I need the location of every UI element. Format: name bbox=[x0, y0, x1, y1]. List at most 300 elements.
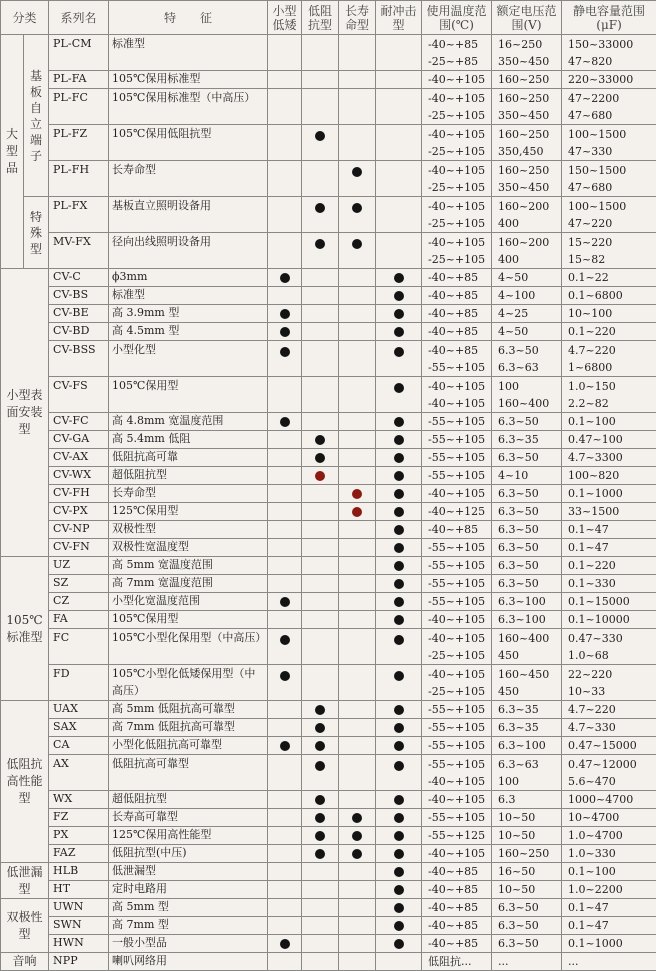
mark-small-low bbox=[268, 233, 302, 269]
volt-value: 6.3~50 bbox=[498, 575, 559, 592]
mark-small-low bbox=[268, 737, 302, 755]
feature-text: 低泄漏型 bbox=[109, 863, 268, 881]
mark-surge bbox=[376, 899, 422, 917]
header-surge: 耐冲击型 bbox=[376, 1, 422, 35]
volt-cell bbox=[492, 467, 562, 485]
mark-surge bbox=[376, 269, 422, 287]
feature-text: 低阻抗高可靠 bbox=[109, 449, 268, 467]
filled-dot-icon bbox=[394, 921, 404, 931]
volt-value: 350,450 bbox=[498, 143, 559, 160]
temp-cell bbox=[422, 557, 492, 575]
mark-low-impedance bbox=[302, 593, 339, 611]
cap-value: 100~820 bbox=[568, 467, 654, 484]
mark-low-impedance bbox=[302, 305, 339, 323]
mark-low-impedance bbox=[302, 449, 339, 467]
temp-cell bbox=[422, 935, 492, 953]
table-row bbox=[1, 935, 656, 953]
temp-cell bbox=[422, 593, 492, 611]
mark-small-low bbox=[268, 413, 302, 431]
volt-cell bbox=[492, 503, 562, 521]
temp-cell bbox=[422, 665, 492, 701]
mark-low-impedance bbox=[302, 503, 339, 521]
mark-small-low bbox=[268, 809, 302, 827]
mark-surge bbox=[376, 863, 422, 881]
mark-long-life bbox=[339, 377, 376, 413]
mark-long-life bbox=[339, 827, 376, 845]
mark-low-impedance bbox=[302, 233, 339, 269]
volt-cell bbox=[492, 269, 562, 287]
mark-surge bbox=[376, 809, 422, 827]
cap-cell bbox=[562, 449, 656, 467]
temp-value: -55~+105 bbox=[428, 467, 489, 484]
series-name: CV-BD bbox=[49, 323, 109, 341]
volt-value: 6.3~100 bbox=[498, 593, 559, 610]
temp-cell bbox=[422, 125, 492, 161]
header-low-impedance: 低阻抗型 bbox=[302, 1, 339, 35]
mark-surge bbox=[376, 701, 422, 719]
temp-value: -55~+105 bbox=[428, 539, 489, 556]
series-name: PL-FC bbox=[49, 89, 109, 125]
volt-value: 6.3~35 bbox=[498, 431, 559, 448]
filled-dot-icon bbox=[352, 831, 362, 841]
mark-small-low bbox=[268, 845, 302, 863]
volt-value: 160~400 bbox=[498, 395, 559, 412]
mark-low-impedance bbox=[302, 665, 339, 701]
subcategory-large_sub_basic: 基板自立端子 bbox=[24, 35, 49, 197]
filled-dot-icon bbox=[352, 507, 362, 517]
filled-dot-icon bbox=[315, 131, 325, 141]
temp-value: -40~+85 bbox=[428, 521, 489, 538]
filled-dot-icon bbox=[315, 453, 325, 463]
filled-dot-icon bbox=[394, 383, 404, 393]
cap-cell bbox=[562, 467, 656, 485]
series-name: CV-FS bbox=[49, 377, 109, 413]
feature-text: 105℃保用型 bbox=[109, 377, 268, 413]
volt-cell bbox=[492, 323, 562, 341]
volt-cell bbox=[492, 341, 562, 377]
mark-long-life bbox=[339, 935, 376, 953]
volt-cell bbox=[492, 737, 562, 755]
cap-cell bbox=[562, 233, 656, 269]
filled-dot-icon bbox=[394, 543, 404, 553]
mark-surge bbox=[376, 719, 422, 737]
feature-text: 高 5.4mm 低阻 bbox=[109, 431, 268, 449]
cap-cell bbox=[562, 665, 656, 701]
temp-cell bbox=[422, 755, 492, 791]
mark-long-life bbox=[339, 863, 376, 881]
mark-small-low bbox=[268, 35, 302, 71]
mark-long-life bbox=[339, 485, 376, 503]
cap-cell bbox=[562, 287, 656, 305]
cap-value: 0.1~220 bbox=[568, 323, 654, 340]
mark-small-low bbox=[268, 467, 302, 485]
mark-low-impedance bbox=[302, 485, 339, 503]
temp-cell bbox=[422, 845, 492, 863]
mark-surge bbox=[376, 71, 422, 89]
cap-cell bbox=[562, 863, 656, 881]
temp-cell bbox=[422, 611, 492, 629]
volt-value: 350~450 bbox=[498, 179, 559, 196]
mark-surge bbox=[376, 35, 422, 71]
temp-cell bbox=[422, 917, 492, 935]
temp-cell bbox=[422, 953, 492, 971]
temp-value: -40~+105 bbox=[428, 126, 489, 143]
volt-cell bbox=[492, 611, 562, 629]
cap-value: 2.2~82 bbox=[568, 395, 654, 412]
filled-dot-icon bbox=[394, 417, 404, 427]
volt-value: 4~25 bbox=[498, 305, 559, 322]
volt-value: 6.3~50 bbox=[498, 413, 559, 430]
mark-small-low bbox=[268, 71, 302, 89]
cap-value: 22~220 bbox=[568, 666, 654, 683]
mark-long-life bbox=[339, 89, 376, 125]
mark-small-low bbox=[268, 305, 302, 323]
mark-surge bbox=[376, 503, 422, 521]
volt-cell bbox=[492, 827, 562, 845]
cap-value: 0.1~100 bbox=[568, 413, 654, 430]
header-feature: 特 征 bbox=[109, 1, 268, 35]
filled-dot-icon bbox=[394, 615, 404, 625]
mark-long-life bbox=[339, 341, 376, 377]
table-row bbox=[1, 827, 656, 845]
table-row bbox=[1, 521, 656, 539]
mark-small-low bbox=[268, 953, 302, 971]
mark-long-life bbox=[339, 233, 376, 269]
temp-value: -40~+85 bbox=[428, 917, 489, 934]
table-row bbox=[1, 755, 656, 791]
cap-value: 0.1~47 bbox=[568, 539, 654, 556]
mark-low-impedance bbox=[302, 899, 339, 917]
mark-long-life bbox=[339, 791, 376, 809]
temp-value: -40~+105 bbox=[428, 630, 489, 647]
series-name: PX bbox=[49, 827, 109, 845]
temp-value: -40~+85 bbox=[428, 36, 489, 53]
feature-text: 低阻抗型(中压) bbox=[109, 845, 268, 863]
feature-text: 双极性宽温度型 bbox=[109, 539, 268, 557]
series-name: NPP bbox=[49, 953, 109, 971]
series-name: FD bbox=[49, 665, 109, 701]
volt-value: 6.3~50 bbox=[498, 503, 559, 520]
temp-value: -40~+85 bbox=[428, 323, 489, 340]
temp-value: -55~+105 bbox=[428, 701, 489, 718]
temp-cell bbox=[422, 197, 492, 233]
table-row bbox=[1, 881, 656, 899]
cap-value: 150~1500 bbox=[568, 162, 654, 179]
mark-low-impedance bbox=[302, 521, 339, 539]
mark-long-life bbox=[339, 917, 376, 935]
series-name: WX bbox=[49, 791, 109, 809]
cap-value: 0.47~12000 bbox=[568, 756, 654, 773]
series-name: PL-FA bbox=[49, 71, 109, 89]
series-name: FZ bbox=[49, 809, 109, 827]
filled-dot-icon bbox=[394, 347, 404, 357]
mark-long-life bbox=[339, 521, 376, 539]
temp-cell bbox=[422, 791, 492, 809]
feature-text: 105℃小型化保用型（中高压） bbox=[109, 629, 268, 665]
cap-value: 47~220 bbox=[568, 215, 654, 232]
category-large: 大型品 bbox=[1, 35, 24, 269]
cap-cell bbox=[562, 125, 656, 161]
series-name: CV-AX bbox=[49, 449, 109, 467]
temp-value: -40~+125 bbox=[428, 503, 489, 520]
filled-dot-icon bbox=[394, 489, 404, 499]
filled-dot-icon bbox=[315, 203, 325, 213]
filled-dot-icon bbox=[280, 939, 290, 949]
filled-dot-icon bbox=[394, 849, 404, 859]
series-name: CV-WX bbox=[49, 467, 109, 485]
table-row bbox=[1, 305, 656, 323]
mark-low-impedance bbox=[302, 881, 339, 899]
series-name: HT bbox=[49, 881, 109, 899]
filled-dot-icon bbox=[315, 741, 325, 751]
mark-long-life bbox=[339, 899, 376, 917]
volt-cell bbox=[492, 71, 562, 89]
table-row bbox=[1, 539, 656, 557]
volt-value: 400 bbox=[498, 251, 559, 268]
mark-long-life bbox=[339, 269, 376, 287]
category-bipolar: 双极性型 bbox=[1, 899, 49, 953]
table-row bbox=[1, 161, 656, 197]
cap-cell bbox=[562, 809, 656, 827]
feature-text: 105℃保用标准型 bbox=[109, 71, 268, 89]
mark-small-low bbox=[268, 899, 302, 917]
temp-value: -40~+85 bbox=[428, 863, 489, 880]
mark-small-low bbox=[268, 485, 302, 503]
mark-small-low bbox=[268, 197, 302, 233]
mark-surge bbox=[376, 737, 422, 755]
feature-text: 双极性型 bbox=[109, 521, 268, 539]
volt-value: 6.3~50 bbox=[498, 539, 559, 556]
temp-value: -55~+125 bbox=[428, 827, 489, 844]
temp-value: -55~+105 bbox=[428, 593, 489, 610]
cap-value: 10~4700 bbox=[568, 809, 654, 826]
mark-low-impedance bbox=[302, 719, 339, 737]
mark-low-impedance bbox=[302, 125, 339, 161]
volt-cell bbox=[492, 377, 562, 413]
series-name: FA bbox=[49, 611, 109, 629]
mark-long-life bbox=[339, 467, 376, 485]
cap-value: 47~680 bbox=[568, 107, 654, 124]
mark-low-impedance bbox=[302, 197, 339, 233]
filled-dot-icon bbox=[352, 813, 362, 823]
temp-cell bbox=[422, 737, 492, 755]
cap-cell bbox=[562, 701, 656, 719]
volt-value: 160~250 bbox=[498, 845, 559, 862]
volt-cell bbox=[492, 161, 562, 197]
filled-dot-icon bbox=[394, 507, 404, 517]
temp-cell bbox=[422, 485, 492, 503]
series-name: HLB bbox=[49, 863, 109, 881]
temp-cell bbox=[422, 575, 492, 593]
cap-cell bbox=[562, 377, 656, 413]
mark-long-life bbox=[339, 413, 376, 431]
mark-small-low bbox=[268, 557, 302, 575]
category-std105: 105℃标准型 bbox=[1, 557, 49, 701]
category-lowimp: 低阻抗高性能型 bbox=[1, 701, 49, 863]
table-row bbox=[1, 575, 656, 593]
mark-surge bbox=[376, 89, 422, 125]
table-row bbox=[1, 125, 656, 161]
filled-dot-icon bbox=[394, 525, 404, 535]
category-audio: 音响 bbox=[1, 953, 49, 971]
feature-text: 超低阻抗型 bbox=[109, 791, 268, 809]
temp-value: -55~+105 bbox=[428, 431, 489, 448]
cap-value: 0.47~330 bbox=[568, 630, 654, 647]
volt-value: 6.3~50 bbox=[498, 342, 559, 359]
filled-dot-icon bbox=[315, 723, 325, 733]
feature-text: 高 3.9mm 型 bbox=[109, 305, 268, 323]
filled-dot-icon bbox=[394, 291, 404, 301]
volt-value: 4~10 bbox=[498, 467, 559, 484]
volt-cell bbox=[492, 125, 562, 161]
temp-cell bbox=[422, 233, 492, 269]
filled-dot-icon bbox=[315, 705, 325, 715]
mark-low-impedance bbox=[302, 467, 339, 485]
volt-value: 6.3~50 bbox=[498, 557, 559, 574]
filled-dot-icon bbox=[394, 309, 404, 319]
temp-cell bbox=[422, 89, 492, 125]
feature-text: 一般小型品 bbox=[109, 935, 268, 953]
mark-small-low bbox=[268, 917, 302, 935]
cap-cell bbox=[562, 791, 656, 809]
feature-text: 基板直立照明设备用 bbox=[109, 197, 268, 233]
cap-value: 0.1~100 bbox=[568, 863, 654, 880]
mark-surge bbox=[376, 629, 422, 665]
mark-long-life bbox=[339, 35, 376, 71]
feature-text: 125℃保用高性能型 bbox=[109, 827, 268, 845]
series-name: CV-NP bbox=[49, 521, 109, 539]
temp-cell bbox=[422, 629, 492, 665]
cap-cell bbox=[562, 539, 656, 557]
temp-cell bbox=[422, 899, 492, 917]
mark-low-impedance bbox=[302, 629, 339, 665]
mark-small-low bbox=[268, 161, 302, 197]
mark-small-low bbox=[268, 881, 302, 899]
filled-dot-icon bbox=[280, 327, 290, 337]
mark-long-life bbox=[339, 755, 376, 791]
feature-text: 高 5mm 低阻抗高可靠型 bbox=[109, 701, 268, 719]
series-name: CA bbox=[49, 737, 109, 755]
temp-cell bbox=[422, 863, 492, 881]
mark-surge bbox=[376, 521, 422, 539]
filled-dot-icon bbox=[394, 635, 404, 645]
volt-value: 4~100 bbox=[498, 287, 559, 304]
temp-cell bbox=[422, 503, 492, 521]
feature-text: 定时电路用 bbox=[109, 881, 268, 899]
feature-text: 高 5mm 型 bbox=[109, 899, 268, 917]
feature-text: 小型化宽温度范围 bbox=[109, 593, 268, 611]
filled-dot-icon bbox=[352, 489, 362, 499]
mark-low-impedance bbox=[302, 827, 339, 845]
volt-value: 4~50 bbox=[498, 323, 559, 340]
filled-dot-icon bbox=[394, 273, 404, 283]
temp-cell bbox=[422, 701, 492, 719]
mark-surge bbox=[376, 197, 422, 233]
volt-cell bbox=[492, 755, 562, 791]
temp-value: -25~+105 bbox=[428, 251, 489, 268]
filled-dot-icon bbox=[352, 203, 362, 213]
cap-value: 100~1500 bbox=[568, 198, 654, 215]
temp-cell bbox=[422, 341, 492, 377]
temp-value: -40~+85 bbox=[428, 899, 489, 916]
mark-low-impedance bbox=[302, 539, 339, 557]
volt-value: 6.3~50 bbox=[498, 899, 559, 916]
mark-small-low bbox=[268, 521, 302, 539]
mark-surge bbox=[376, 539, 422, 557]
cap-value: ... bbox=[568, 953, 654, 970]
mark-small-low bbox=[268, 503, 302, 521]
feature-text: 径向出线照明设备用 bbox=[109, 233, 268, 269]
mark-surge bbox=[376, 125, 422, 161]
cap-value: 0.1~22 bbox=[568, 269, 654, 286]
volt-value: 100 bbox=[498, 773, 559, 790]
temp-value: -55~+105 bbox=[428, 756, 489, 773]
feature-text: 标准型 bbox=[109, 35, 268, 71]
mark-low-impedance bbox=[302, 953, 339, 971]
table-row bbox=[1, 35, 656, 71]
mark-long-life bbox=[339, 449, 376, 467]
filled-dot-icon bbox=[394, 867, 404, 877]
mark-long-life bbox=[339, 125, 376, 161]
mark-long-life bbox=[339, 161, 376, 197]
volt-value: 10~50 bbox=[498, 827, 559, 844]
filled-dot-icon bbox=[394, 795, 404, 805]
mark-surge bbox=[376, 449, 422, 467]
cap-cell bbox=[562, 521, 656, 539]
mark-low-impedance bbox=[302, 737, 339, 755]
mark-small-low bbox=[268, 827, 302, 845]
volt-value: 160~200 bbox=[498, 198, 559, 215]
filled-dot-icon bbox=[394, 939, 404, 949]
series-name: CV-FH bbox=[49, 485, 109, 503]
feature-text: 105℃小型化低矮保用型（中高压） bbox=[109, 665, 268, 701]
table-row bbox=[1, 719, 656, 737]
filled-dot-icon bbox=[315, 795, 325, 805]
volt-cell bbox=[492, 413, 562, 431]
temp-value: -25~+105 bbox=[428, 143, 489, 160]
temp-value: 低阻抗... bbox=[428, 953, 489, 970]
mark-low-impedance bbox=[302, 35, 339, 71]
mark-small-low bbox=[268, 701, 302, 719]
cap-value: 1~6800 bbox=[568, 359, 654, 376]
table-row bbox=[1, 71, 656, 89]
mark-low-impedance bbox=[302, 413, 339, 431]
cap-cell bbox=[562, 575, 656, 593]
cap-cell bbox=[562, 89, 656, 125]
volt-cell bbox=[492, 431, 562, 449]
cap-cell bbox=[562, 557, 656, 575]
series-name: PL-FH bbox=[49, 161, 109, 197]
mark-surge bbox=[376, 611, 422, 629]
table-row bbox=[1, 503, 656, 521]
cap-value: 0.1~220 bbox=[568, 557, 654, 574]
series-name: PL-FZ bbox=[49, 125, 109, 161]
filled-dot-icon bbox=[315, 471, 325, 481]
mark-small-low bbox=[268, 449, 302, 467]
filled-dot-icon bbox=[394, 885, 404, 895]
cap-cell bbox=[562, 485, 656, 503]
mark-low-impedance bbox=[302, 71, 339, 89]
temp-value: -55~+105 bbox=[428, 575, 489, 592]
table-row bbox=[1, 953, 656, 971]
volt-cell bbox=[492, 593, 562, 611]
mark-surge bbox=[376, 305, 422, 323]
temp-value: -40~+105 bbox=[428, 198, 489, 215]
volt-value: 350~450 bbox=[498, 107, 559, 124]
table-row bbox=[1, 431, 656, 449]
temp-value: -40~+105 bbox=[428, 773, 489, 790]
volt-cell bbox=[492, 35, 562, 71]
